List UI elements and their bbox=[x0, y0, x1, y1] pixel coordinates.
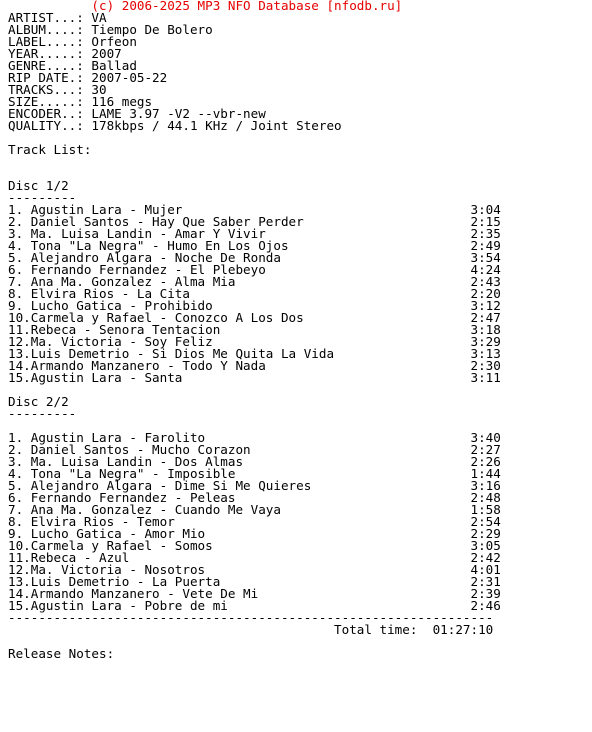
nfo-line: Disc 2/2 bbox=[8, 394, 69, 409]
nfo-line: 6. Fernando Fernandez - El Plebeyo 4:24 bbox=[8, 262, 501, 277]
nfo-line: 11.Rebeca - Azul 2:42 bbox=[8, 550, 501, 565]
nfo-line: LABEL....: Orfeon bbox=[8, 34, 137, 49]
nfo-line: 15.Agustin Lara - Pobre de mi 2:46 bbox=[8, 598, 501, 613]
nfo-line: RIP DATE.: 2007-05-22 bbox=[8, 70, 168, 85]
nfo-line: Release Notes: bbox=[8, 646, 115, 661]
nfo-line: 10.Carmela y Rafael - Somos 3:05 bbox=[8, 538, 501, 553]
nfo-line bbox=[8, 156, 501, 168]
nfo-line: QUALITY..: 178kbps / 44.1 KHz / Joint Stereo bbox=[8, 118, 342, 133]
nfo-line: 3. Ma. Luisa Landin - Amar Y Vivir 2:35 bbox=[8, 226, 501, 241]
nfo-line: YEAR.....: 2007 bbox=[8, 46, 122, 61]
nfo-line: 8. Elvira Rios - Temor 2:54 bbox=[8, 514, 501, 529]
nfo-line: 13.Luis Demetrio - Si Dios Me Quita La Vida 3:13 bbox=[8, 346, 501, 361]
nfo-line: 3. Ma. Luisa Landin - Dos Almas 2:26 bbox=[8, 454, 501, 469]
nfo-line: 1. Agustin Lara - Farolito 3:40 bbox=[8, 430, 501, 445]
nfo-line: 15.Agustin Lara - Santa 3:11 bbox=[8, 370, 501, 385]
nfo-line: 10.Carmela y Rafael - Conozco A Los Dos 2:47 bbox=[8, 310, 501, 325]
nfodb-header: (c) 2006-2025 MP3 NFO Database [nfodb.ru] bbox=[8, 0, 403, 13]
nfo-line bbox=[8, 384, 501, 396]
nfo-line: 14.Armando Manzanero - Todo Y Nada 2:30 bbox=[8, 358, 501, 373]
nfo-line: --------- bbox=[8, 190, 77, 205]
nfo-line: 4. Tona "La Negra" - Humo En Los Ojos 2:49 bbox=[8, 238, 501, 253]
nfo-line: Total time: 01:27:10 bbox=[8, 622, 494, 637]
nfo-line: Track List: bbox=[8, 142, 92, 157]
nfo-line: ARTIST...: VA bbox=[8, 10, 107, 25]
nfo-line: 7. Ana Ma. Gonzalez - Alma Mia 2:43 bbox=[8, 274, 501, 289]
nfo-line: 12.Ma. Victoria - Nosotros 4:01 bbox=[8, 562, 501, 577]
nfo-line: 12.Ma. Victoria - Soy Feliz 3:29 bbox=[8, 334, 501, 349]
nfo-line: 11.Rebeca - Senora Tentacion 3:18 bbox=[8, 322, 501, 337]
nfo-line: 4. Tona "La Negra" - Imposible 1:44 bbox=[8, 466, 501, 481]
nfo-line: 5. Alejandro Algara - Dime Si Me Quieres 3:16 bbox=[8, 478, 501, 493]
nfo-line: Disc 1/2 bbox=[8, 178, 69, 193]
nfo-line: ---------------------------------------------------------------- bbox=[8, 610, 494, 625]
nfo-line: SIZE.....: 116 megs bbox=[8, 94, 153, 109]
nfo-line: 2. Daniel Santos - Hay Que Saber Perder 2:15 bbox=[8, 214, 501, 229]
nfo-line: GENRE....: Ballad bbox=[8, 58, 137, 73]
nfo-line: --------- bbox=[8, 406, 77, 421]
nfo-line: 9. Lucho Gatica - Amor Mio 2:29 bbox=[8, 526, 501, 541]
nfo-line: 13.Luis Demetrio - La Puerta 2:31 bbox=[8, 574, 501, 589]
nfo-line bbox=[8, 168, 501, 180]
nfo-line: 2. Daniel Santos - Mucho Corazon 2:27 bbox=[8, 442, 501, 457]
nfo-line: 1. Agustin Lara - Mujer 3:04 bbox=[8, 202, 501, 217]
nfo-line: 5. Alejandro Algara - Noche De Ronda 3:54 bbox=[8, 250, 501, 265]
nfo-line: 7. Ana Ma. Gonzalez - Cuando Me Vaya 1:58 bbox=[8, 502, 501, 517]
nfo-line: 8. Elvira Rios - La Cita 2:20 bbox=[8, 286, 501, 301]
nfo-line: ALBUM....: Tiempo De Bolero bbox=[8, 22, 213, 37]
nfo-document bbox=[8, 0, 501, 660]
nfo-line: TRACKS...: 30 bbox=[8, 82, 107, 97]
nfo-line: 14.Armando Manzanero - Vete De Mi 2:39 bbox=[8, 586, 501, 601]
nfo-line: 9. Lucho Gatica - Prohibido 3:12 bbox=[8, 298, 501, 313]
nfo-line: ENCODER..: LAME 3.97 -V2 --vbr-new bbox=[8, 106, 266, 121]
nfo-line: 6. Fernando Fernandez - Peleas 2:48 bbox=[8, 490, 501, 505]
